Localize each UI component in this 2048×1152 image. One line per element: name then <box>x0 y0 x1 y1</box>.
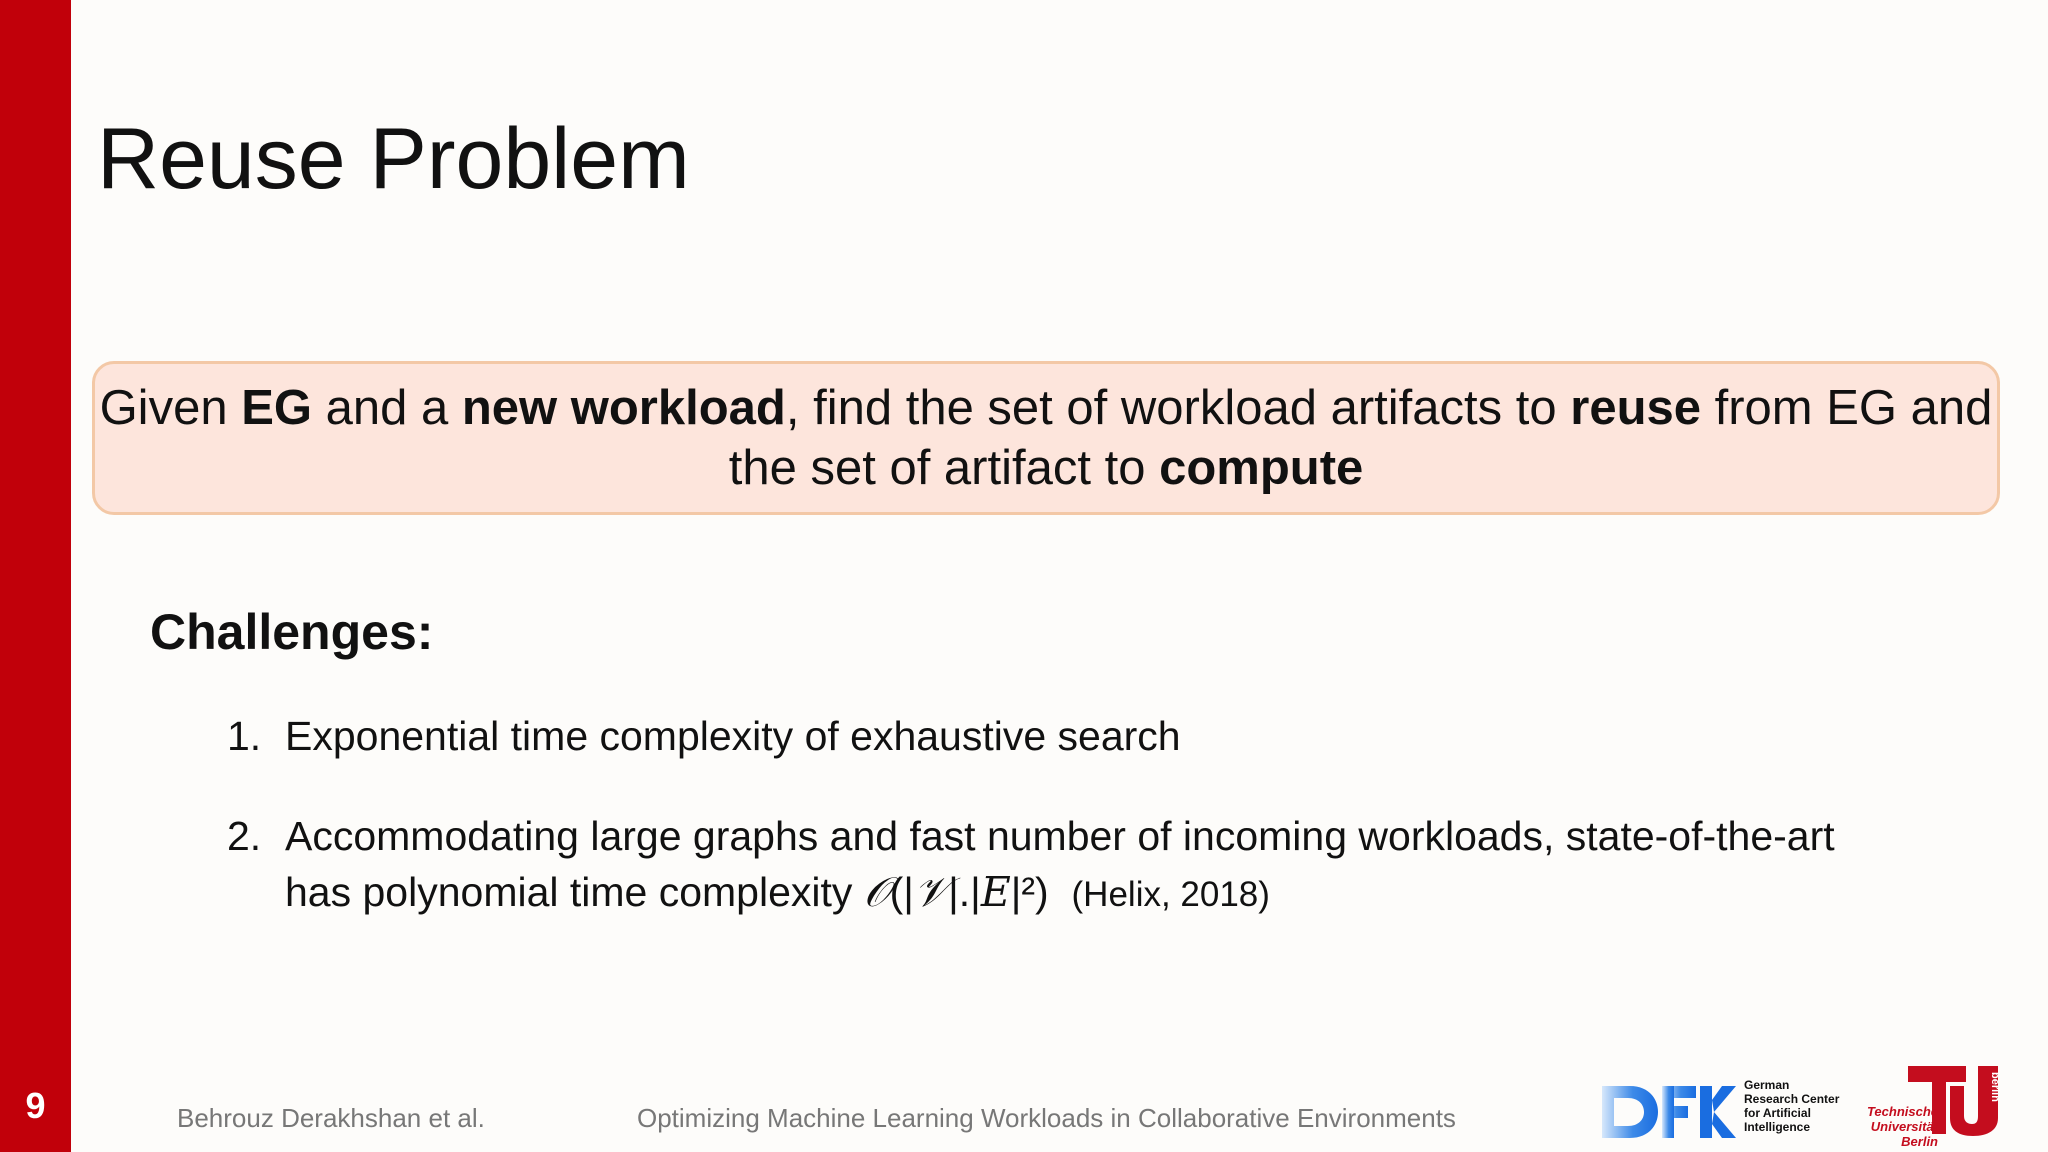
vertex-set-symbol: 𝒱 <box>913 868 949 916</box>
challenge-item-number: 2. <box>227 813 262 859</box>
challenge-item-line-1: Accommodating large graphs and fast number of incoming workloads, state-of-the-art <box>285 813 1835 859</box>
challenge-item-line-2 <box>285 864 1835 923</box>
dfki-text-line: German <box>1744 1078 1790 1092</box>
problem-statement <box>95 378 1997 498</box>
tu-text-line: Universität <box>1870 1119 1938 1134</box>
edge-set-symbol: E <box>980 868 1011 916</box>
problem-bold-compute: compute <box>1159 441 1364 495</box>
problem-bold-eg: EG <box>241 381 312 435</box>
problem-bold-reuse: reuse <box>1570 381 1702 435</box>
problem-statement-box <box>92 361 2000 515</box>
citation: (Helix, 2018) <box>1071 875 1270 914</box>
dfki-text-line: for Artificial <box>1744 1106 1811 1120</box>
tu-text-line: Technische <box>1866 1104 1938 1119</box>
tu-text-line: Berlin <box>1901 1134 1938 1149</box>
dfki-logo <box>1600 1078 1842 1142</box>
big-o-symbol: 𝒪 <box>863 868 890 916</box>
challenge-item-number: 1. <box>227 713 262 759</box>
dfki-text-line: Research Center <box>1744 1092 1840 1106</box>
challenge-item-text: Exponential time complexity of exhaustive search <box>285 713 1181 759</box>
dfki-logo-text <box>1744 1078 1844 1134</box>
challenges-heading: Challenges: <box>150 604 434 660</box>
formula-open: (| <box>889 869 914 915</box>
dfki-text-line: Intelligence <box>1744 1120 1811 1134</box>
footer-talk-title: Optimizing Machine Learning Workloads in Collaborative Environments <box>637 1103 1456 1133</box>
footer-author: Behrouz Derakhshan et al. <box>177 1103 485 1133</box>
problem-text-4: from EG and the set of artifact to <box>728 381 1993 495</box>
problem-text-1: Given <box>99 381 242 435</box>
dfki-logo-mark <box>1600 1084 1740 1140</box>
sidebar-accent-bar <box>0 0 71 1152</box>
complexity-text: has polynomial time complexity <box>285 869 864 915</box>
problem-bold-new-workload: new workload <box>461 381 786 435</box>
formula-close: |²) <box>1010 869 1049 915</box>
problem-text-3: , find the set of workload artifacts to <box>785 381 1571 435</box>
slide-title: Reuse Problem <box>97 111 690 207</box>
problem-text-2: and a <box>311 381 462 435</box>
tu-logo-text <box>1858 1104 1938 1149</box>
formula-mid: |.| <box>948 869 981 915</box>
tu-logo-vertical-text: berlin <box>1989 1072 2001 1102</box>
tu-berlin-logo <box>1858 1064 2013 1149</box>
challenge-item-text <box>285 808 1835 923</box>
slide-number: 9 <box>25 1085 46 1126</box>
